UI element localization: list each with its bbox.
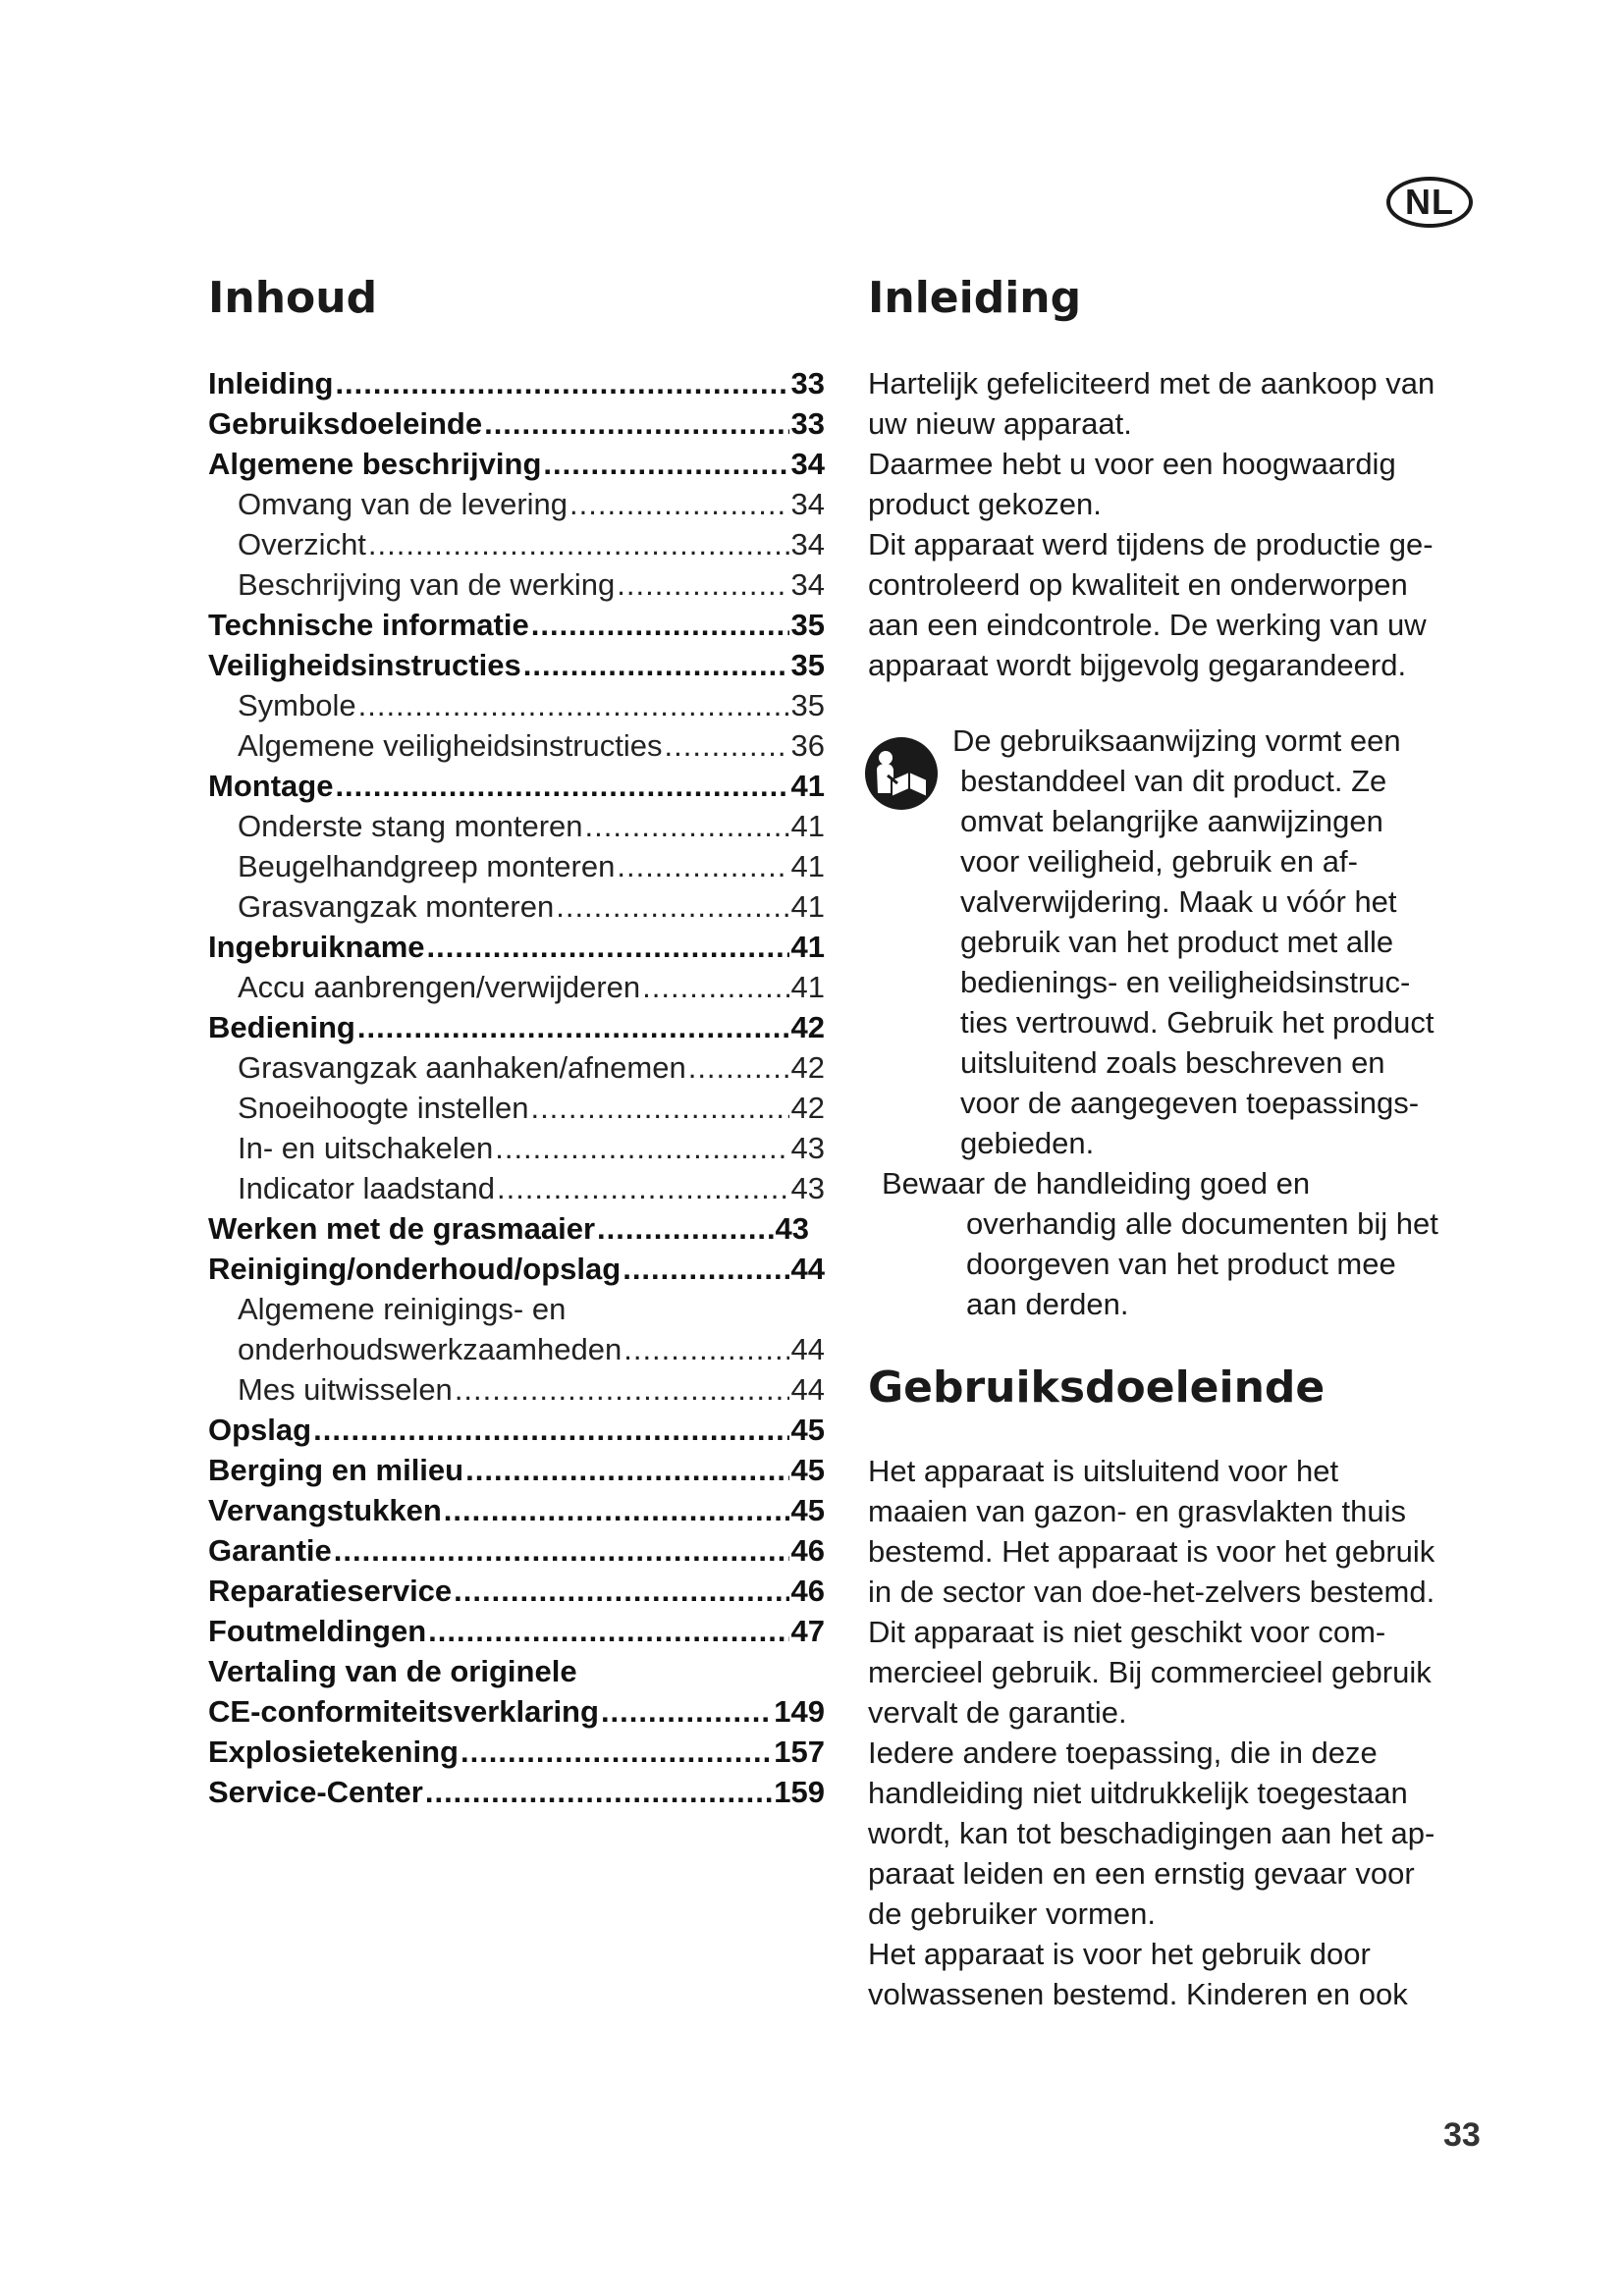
toc-entry[interactable]: Vervangstukken ..... 45 [208,1490,825,1530]
toc-entry[interactable]: Service-Center ..... 159 [208,1772,825,1812]
text-line: gebruik van het product met alle [960,925,1394,959]
toc-subentry[interactable]: Onderste stang monteren ..... 41 [208,806,825,846]
text-line: uw nieuw apparaat. [868,406,1132,441]
toc-entry[interactable]: Opslag ..... 45 [208,1410,825,1450]
text-line: valverwijdering. Maak u vóór het [960,884,1397,919]
text-line: in de sector van doe-het-zelvers bestemd. [868,1575,1435,1609]
intro-paragraph [868,363,1435,685]
toc-subentry[interactable]: Snoeihoogte instellen ..... 42 [208,1088,825,1128]
toc-subentry[interactable]: Algemene veiligheidsinstructies ..... 36 [208,725,825,766]
text-line: bestemd. Het apparaat is voor het gebruik [868,1534,1435,1569]
text-line: Dit apparaat werd tijdens de productie ge- [868,527,1434,561]
toc-subentry[interactable]: In- en uitschakelen ..... 43 [208,1128,825,1168]
toc-heading: Inhoud [208,273,378,323]
text-line: Het apparaat is uitsluitend voor het [868,1454,1339,1488]
toc-entry[interactable]: Gebruiksdoeleinde ..... 33 [208,403,825,444]
text-line: Dit apparaat is niet geschikt voor com- [868,1615,1386,1649]
text-line: voor veiligheid, gebruik en af- [960,844,1358,879]
toc-entry[interactable]: Reiniging/onderhoud/opslag ..... 44 [208,1249,825,1289]
text-line: ties vertrouwd. Gebruik het product [960,1005,1435,1040]
read-manual-icon [864,736,939,811]
keep-manual-note [882,1163,1438,1324]
toc-subentry[interactable]: Grasvangzak monteren ..... 41 [208,886,825,927]
text-line: vervalt de garantie. [868,1695,1127,1730]
text-line: Hartelijk gefeliciteerd met de aankoop van [868,366,1435,400]
purpose-paragraph [868,1451,1435,2014]
toc-subentry[interactable]: Accu aanbrengen/verwijderen ..... 41 [208,967,825,1007]
text-line: mercieel gebruik. Bij commercieel gebruik [868,1655,1432,1689]
toc-entry[interactable]: Vertaling van de originele [208,1654,577,1688]
text-line: volwassenen bestemd. Kinderen en ook [868,1977,1408,2011]
toc-entry[interactable]: Reparatieservice ..... 46 [208,1571,825,1611]
table-of-contents [208,363,825,1812]
toc-subentry[interactable]: Grasvangzak aanhaken/afnemen ..... 42 [208,1047,825,1088]
toc-entry[interactable]: Werken met de grasmaaier ..... 43 [208,1208,809,1249]
text-line: handleiding niet uitdrukkelijk toegestaan [868,1776,1408,1810]
toc-entry[interactable]: Bediening ..... 42 [208,1007,825,1047]
text-line: apparaat wordt bijgevolg gegarandeerd. [868,648,1407,682]
toc-entry[interactable]: Inleiding ..... 33 [208,363,825,403]
intro-heading: Inleiding [868,273,1082,323]
toc-entry[interactable]: Veiligheidsinstructies ..... 35 [208,645,825,685]
text-line: aan een eindcontrole. De werking van uw [868,608,1427,642]
toc-entry[interactable]: Foutmeldingen ..... 47 [208,1611,825,1651]
text-line: aan derden. [966,1287,1129,1321]
toc-entry[interactable]: Algemene beschrijving ..... 34 [208,444,825,484]
toc-entry[interactable]: Ingebruikname ..... 41 [208,927,825,967]
text-line: Daarmee hebt u voor een hoogwaardig [868,447,1396,481]
toc-subentry[interactable]: Algemene reinigings- en [238,1292,567,1326]
page-number: 33 [1443,2116,1481,2154]
text-line: De gebruiksaanwijzing vormt een [952,723,1401,758]
toc-entry[interactable]: Explosietekening ..... 157 [208,1732,825,1772]
text-line: bestanddeel van dit product. Ze [960,764,1387,798]
text-line: controleerd op kwaliteit en onderworpen [868,567,1408,602]
toc-subentry[interactable]: Mes uitwisselen ..... 44 [208,1369,825,1410]
toc-entry[interactable]: Technische informatie ..... 35 [208,605,825,645]
text-line: paraat leiden en een ernstig gevaar voor [868,1856,1415,1891]
purpose-heading: Gebruiksdoeleinde [868,1362,1326,1413]
text-line: doorgeven van het product mee [966,1247,1396,1281]
toc-subentry[interactable]: Overzicht ..... 34 [208,524,825,564]
text-line: bedienings- en veiligheidsinstruc- [960,965,1411,999]
text-line: uitsluitend zoals beschreven en [960,1045,1385,1080]
manual-note [952,721,1434,1163]
language-badge: NL [1386,177,1473,228]
toc-subentry[interactable]: Omvang van de levering ..... 34 [208,484,825,524]
text-line: Iedere andere toepassing, die in deze [868,1735,1378,1770]
toc-subentry[interactable]: Indicator laadstand ..... 43 [208,1168,825,1208]
text-line: de gebruiker vormen. [868,1896,1156,1931]
text-line: voor de aangegeven toepassings- [960,1086,1420,1120]
toc-entry[interactable]: Garantie ..... 46 [208,1530,825,1571]
toc-subentry[interactable]: Beugelhandgreep monteren ..... 41 [208,846,825,886]
text-line: Het apparaat is voor het gebruik door [868,1937,1371,1971]
text-line: maaien van gazon- en grasvlakten thuis [868,1494,1406,1528]
toc-subentry[interactable]: Symbole ..... 35 [208,685,825,725]
text-line: omvat belangrijke aanwijzingen [960,804,1383,838]
toc-entry[interactable]: Berging en milieu ..... 45 [208,1450,825,1490]
toc-entry[interactable]: Montage ..... 41 [208,766,825,806]
text-line: gebieden. [960,1126,1095,1160]
toc-entry[interactable]: CE-conformiteitsverklaring ..... 149 [208,1691,825,1732]
text-line: product gekozen. [868,487,1102,521]
text-line: Bewaar de handleiding goed en [882,1166,1311,1201]
text-line: overhandig alle documenten bij het [966,1206,1438,1241]
text-line: wordt, kan tot beschadigingen aan het ap- [868,1816,1435,1850]
toc-subentry[interactable]: onderhoudswerkzaamheden ..... 44 [208,1329,825,1369]
toc-subentry[interactable]: Beschrijving van de werking ..... 34 [208,564,825,605]
